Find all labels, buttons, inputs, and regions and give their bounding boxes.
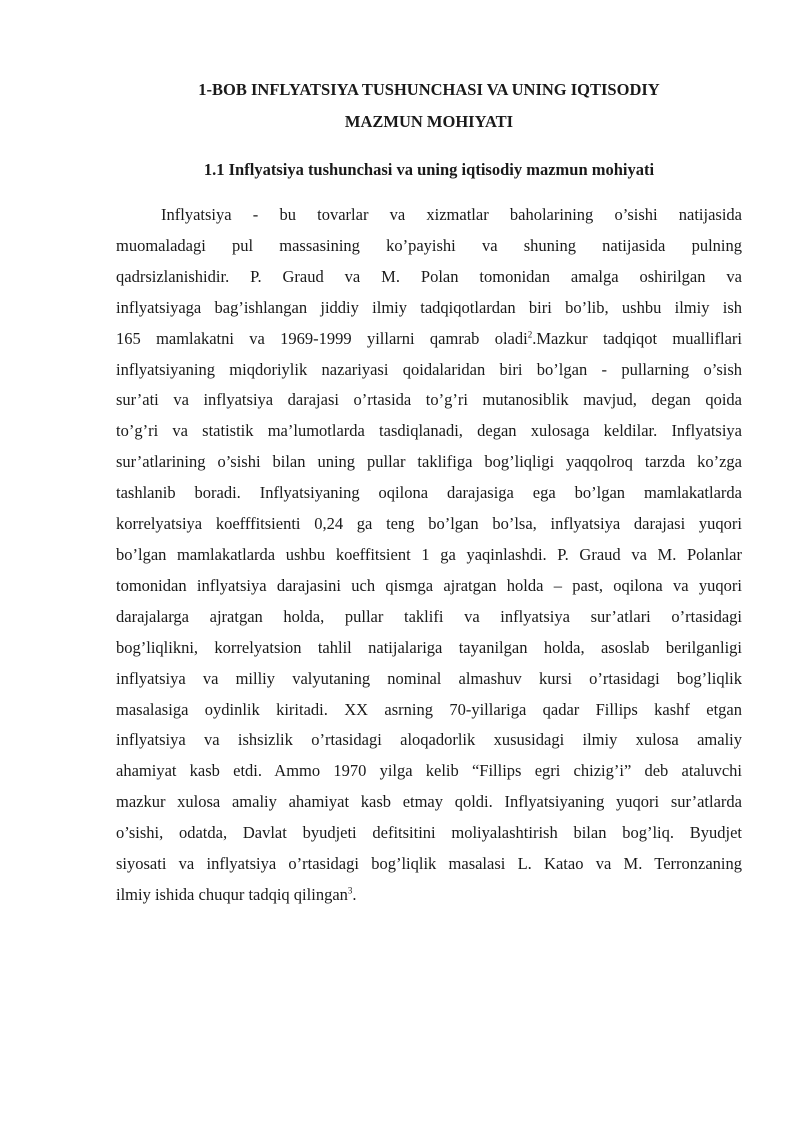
paragraph-line: Inflyatsiya - bu tovarlar va xizmatlar baholarining o’sishi natijasida bbox=[161, 205, 742, 224]
paragraph-line: o’sishi, odatda, Davlat byudjeti defitsitini moliyalashtirish bilan bog’liq. Byudjet bbox=[116, 823, 742, 843]
paragraph-line bbox=[116, 324, 742, 355]
paragraph-line-text: .Mazkur tadqiqot mualliflari bbox=[532, 328, 742, 348]
paragraph-line: ahamiyat kasb etdi. Ammo 1970 yilga kelib “Fillips egri chizig’i” deb ataluvchi bbox=[116, 761, 742, 781]
chapter-title-line-2: MAZMUN MOHIYATI bbox=[344, 112, 514, 131]
paragraph-line: tashlanib boradi. Inflyatsiyaning oqilona darajasiga ega bo’lgan mamlakatlarda bbox=[116, 483, 742, 503]
paragraph-line: sur’ati va inflyatsiya darajasi o’rtasida to’g’ri mutanosiblik mavjud, degan qoida bbox=[116, 390, 742, 410]
footnote-reference[interactable]: 3 bbox=[347, 885, 353, 896]
paragraph-line: mazkur xulosa amaliy ahamiyat kasb etmay qoldi. Inflyatsiyaning yuqori sur’atlarda bbox=[116, 792, 742, 812]
paragraph-line: qadrsizlanishidir. P. Graud va M. Polan tomonidan amalga oshirilgan va bbox=[116, 266, 742, 286]
paragraph-line: inflyatsiyaning miqdoriylik nazariyasi qoidalaridan biri bo’lgan - pullarning o’sish bbox=[116, 359, 742, 379]
paragraph-line: masalasiga oydinlik kiritadi. XX asrning 70-yillariga qadar Fillips kashf etgan bbox=[116, 699, 742, 719]
paragraph-line: siyosati va inflyatsiya o’rtasidagi bog’liqlik masalasi L. Katao va M. Terronzaning bbox=[116, 854, 742, 874]
paragraph-line: tomonidan inflyatsiya darajasini uch qismga ajratgan holda – past, oqilona va yuqori bbox=[116, 575, 742, 595]
paragraph-line: muomaladagi pul massasining ko’payishi va shuning natijasida pulning bbox=[116, 235, 742, 255]
paragraph-line: to’g’ri va statistik ma’lumotlarda tasdiqlanadi, degan xulosaga keldilar. Inflyatsiya bbox=[116, 421, 742, 441]
body-paragraph bbox=[116, 200, 742, 911]
paragraph-line: sur’atlarining o’sishi bilan uning pullar taklifiga bog’liqligi yaqqolroq tarzda ko’zga bbox=[116, 452, 742, 472]
paragraph-line-text: 165 mamlakatni va 1969-1999 yillarni qamrab oladi bbox=[116, 328, 528, 348]
paragraph-line: inflyatsiyaga bag’ishlangan jiddiy ilmiy tadqiqotlardan biri bo’lib, ushbu ilmiy ish bbox=[116, 297, 742, 317]
paragraph-line: darajalarga ajratgan holda, pullar taklifi va inflyatsiya sur’atlari o’rtasidagi bbox=[116, 606, 742, 626]
paragraph-line: bog’liqlikni, korrelyatsion tahlil natijalariga tayanilgan holda, asoslab berilganligi bbox=[116, 637, 742, 657]
document-page bbox=[116, 70, 742, 911]
paragraph-line-text: ilmiy ishida chuqur tadqiq qilingan bbox=[116, 884, 348, 904]
paragraph-line: bo’lgan mamlakatlarda ushbu koeffitsient 1 ga yaqinlashdi. P. Graud va M. Polanlar bbox=[116, 544, 742, 564]
paragraph-end-period: . bbox=[352, 884, 357, 904]
paragraph-line: inflyatsiya va ishsizlik o’rtasidagi aloqadorlik xususidagi ilmiy xulosa amaliy bbox=[116, 730, 742, 750]
section-title: 1.1 Inflyatsiya tushunchasi va uning iqtisodiy mazmun mohiyati bbox=[203, 160, 655, 179]
paragraph-line: inflyatsiya va milliy valyutaning nominal almashuv kursi o’rtasidagi bog’liqlik bbox=[116, 668, 742, 688]
paragraph-line bbox=[116, 880, 742, 911]
chapter-title bbox=[116, 70, 742, 138]
chapter-title-line-1: 1-BOB INFLYATSIYA TUSHUNCHASI VA UNING IQTISODIY bbox=[198, 80, 660, 99]
footnote-reference[interactable]: 2 bbox=[527, 329, 533, 340]
paragraph-line: korrelyatsiya koefffitsienti 0,24 ga teng bo’lgan bo’lsa, inflyatsiya darajasi yuqori bbox=[116, 514, 742, 534]
